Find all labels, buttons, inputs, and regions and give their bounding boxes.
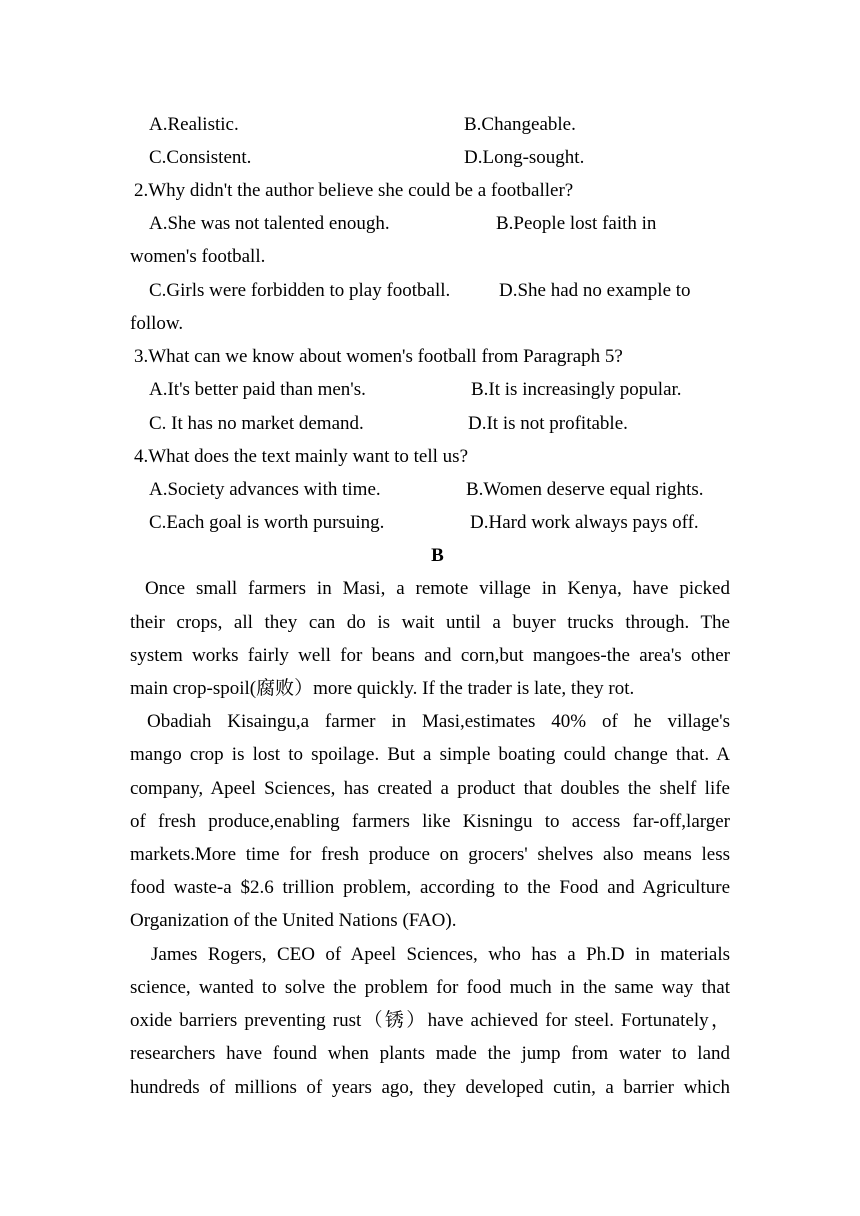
paragraph-2-line-2: mango crop is lost to spoilage. But a simple boating could change that. A xyxy=(130,744,730,765)
q3-options-row-1 xyxy=(130,373,730,406)
q1-option-d: D.Long-sought. xyxy=(464,147,585,168)
q4-stem: 4.What does the text mainly want to tell us? xyxy=(134,446,469,467)
q1-option-a: A.Realistic. xyxy=(149,114,239,135)
section-heading: B xyxy=(431,545,444,566)
q3-stem: 3.What can we know about women's football from Paragraph 5? xyxy=(134,346,623,367)
q2-options-row-2 xyxy=(130,274,730,307)
paragraph-3-line-5: hundreds of millions of years ago, they developed cutin, a barrier which xyxy=(130,1077,730,1098)
q2-option-d: D.She had no example to xyxy=(499,280,691,301)
paragraph-1-line-4: main crop-spoil(腐败）more quickly. If the trader is late, they rot. xyxy=(130,678,635,699)
paragraph-2-line-4: of fresh produce,enabling farmers like Kisningu to access far-off,larger xyxy=(130,811,730,832)
q3-option-c: C. It has no market demand. xyxy=(149,413,364,434)
paragraph-2-line-3: company, Apeel Sciences, has created a product that doubles the shelf life xyxy=(130,778,730,799)
q3-options-row-2 xyxy=(130,407,730,440)
paragraph-2-line-6: food waste-a $2.6 trillion problem, according to the Food and Agriculture xyxy=(130,877,730,898)
q3-option-d: D.It is not profitable. xyxy=(468,413,628,434)
q4-option-a: A.Society advances with time. xyxy=(149,479,381,500)
q2-stem: 2.Why didn't the author believe she could be a footballer? xyxy=(134,180,574,201)
q3-option-b: B.It is increasingly popular. xyxy=(471,379,682,400)
q2-option-d-continued: follow. xyxy=(130,313,184,334)
paragraph-3-line-3: oxide barriers preventing rust（锈）have achieved for steel. Fortunately， xyxy=(130,1010,730,1031)
q2-option-b: B.People lost faith in xyxy=(496,213,657,234)
q4-option-c: C.Each goal is worth pursuing. xyxy=(149,512,385,533)
paragraph-3-line-4: researchers have found when plants made the jump from water to land xyxy=(130,1043,730,1064)
q2-option-b-continued: women's football. xyxy=(130,246,266,267)
paragraph-1-line-1: Once small farmers in Masi, a remote village in Kenya, have picked xyxy=(145,578,730,599)
q1-option-c: C.Consistent. xyxy=(149,147,252,168)
q1-options-row-1 xyxy=(130,108,730,141)
q1-option-b: B.Changeable. xyxy=(464,114,576,135)
q2-option-a: A.She was not talented enough. xyxy=(149,213,390,234)
q1-options-row-2 xyxy=(130,141,730,174)
paragraph-3-line-1: James Rogers, CEO of Apeel Sciences, who has a Ph.D in materials xyxy=(151,944,730,965)
paragraph-1-line-2: their crops, all they can do is wait until a buyer trucks through. The xyxy=(130,612,730,633)
q4-options-row-1 xyxy=(130,473,730,506)
paragraph-2-line-7: Organization of the United Nations (FAO). xyxy=(130,910,457,931)
paragraph-2-line-1: Obadiah Kisaingu,a farmer in Masi,estimates 40% of he village's xyxy=(147,711,730,732)
q3-option-a: A.It's better paid than men's. xyxy=(149,379,366,400)
q4-option-d: D.Hard work always pays off. xyxy=(470,512,699,533)
paragraph-3-line-2: science, wanted to solve the problem for food much in the same way that xyxy=(130,977,730,998)
q4-option-b: B.Women deserve equal rights. xyxy=(466,479,704,500)
q2-options-row-1 xyxy=(130,207,730,240)
paragraph-1-line-3: system works fairly well for beans and corn,but mangoes-the area's other xyxy=(130,645,730,666)
paragraph-2-line-5: markets.More time for fresh produce on grocers' shelves also means less xyxy=(130,844,730,865)
q2-option-c: C.Girls were forbidden to play football. xyxy=(149,280,451,301)
q4-options-row-2 xyxy=(130,506,730,539)
